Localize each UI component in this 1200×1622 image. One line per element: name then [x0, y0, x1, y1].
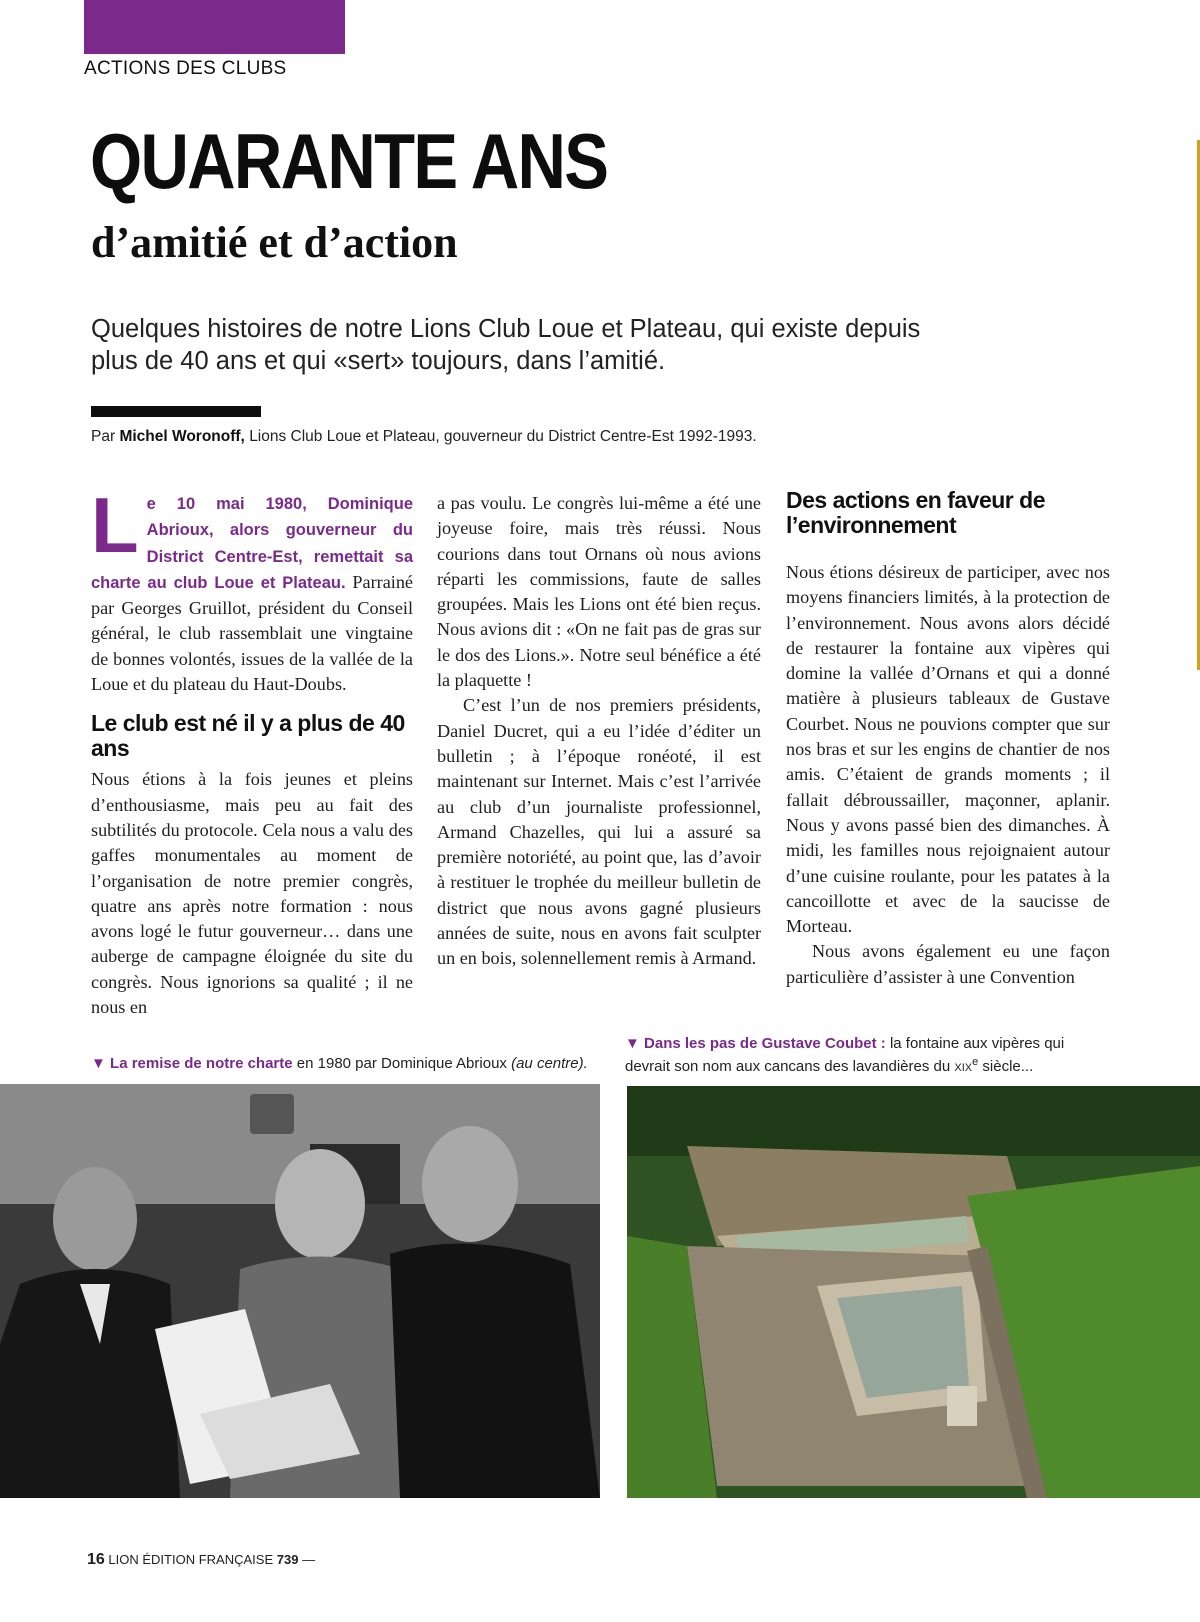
page-number: 16 [87, 1551, 105, 1568]
caption-tail: siècle... [978, 1058, 1034, 1075]
article-subtitle: d’amitié et d’action [91, 218, 458, 267]
paragraph: C’est l’un de nos premiers présidents, Daniel Ducret, qui a eu l’idée d’éditer un bulletin ; à l’époque ronéoté, il est maintenant sur Internet. Mais c’est l’arrivée au club d’un journaliste professionnel, Armand Chazelles, qui lui a assuré sa première notoriété, au point que, las d’avoir à restituer le trophée du meilleur bulletin de district que nous avons gagné plusieurs années de suite, nous en avons fait sculpter un en bois, solennellement remis à Armand. [437, 695, 761, 969]
lead-paragraph [91, 481, 413, 697]
issue-number: 739 [276, 1552, 299, 1567]
paragraph: Nous étions désireux de participer, avec nos moyens financiers limités, à la protection de l’environnement. Nous avons alors décidé de restaurer la fontaine aux vipères qui domine la vallée d’Ornans et qui a donné matière à plusieurs tableaux de Gustave Courbet. Nous ne pouvions compter que sur nos bras et sur les engins de chantier de nos amis. C’étaient de grands moments ; il fallait débroussailler, maçonner, aplanir. Nous y avons passé bien des dimanches. À midi, les familles nous rejoignaient autour d’une cuisine roulante, pour les patates à la cancoillotte et avec de la saucisse de Morteau. [786, 562, 1110, 937]
caption-marker-icon: ▼ [91, 1055, 106, 1072]
byline [91, 428, 757, 446]
drop-cap: L [91, 481, 139, 569]
fountain-illustration [627, 1086, 1200, 1498]
byline-affiliation: Lions Club Loue et Plateau, gouverneur du District Centre-Est 1992-1993. [249, 428, 757, 445]
caption-title: Dans les pas de Gustave Coubet : [644, 1035, 886, 1052]
publication-name: LION ÉDITION FRANÇAISE [108, 1552, 274, 1567]
paragraph-text: Parrainé par Georges Gruillot, président du Conseil général, le club rassemblait une vingtaine de bonnes volontés, issues de la vallée de la Loue et du plateau du Haut-Doubs. [91, 571, 413, 695]
article-column-3 [786, 488, 1110, 990]
page-footer: 16 LION ÉDITION FRANÇAISE 739 — [87, 1551, 316, 1568]
article-title: QUARANTE ANS [90, 117, 608, 205]
caption-text: en 1980 par Dominique Abrioux [292, 1055, 512, 1072]
caption-superscript: e [972, 1056, 979, 1068]
paragraph: Nous étions à la fois jeunes et pleins d’enthousiasme, mais peu au fait des subtilités du protocole. Cela nous a valu des gaffes monumentales au moment de l’organisation de notre premier congrès, quatre ans après notre formation : nous avons logé le futur gouverneur… dans une auberge de campagne éloignée du site du congrès. Nous ignorions sa qualité ; il ne nous en [91, 769, 413, 1018]
photo-charter-ceremony [0, 1084, 600, 1498]
article-intro: Quelques histoires de notre Lions Club Loue et Plateau, qui existe depuis plus de 40 ans et qui «sert» toujours, dans l’amitié. [91, 315, 921, 375]
caption-title: La remise de notre charte [110, 1055, 293, 1072]
photo-fontaine-aux-viperes [627, 1086, 1200, 1498]
section-color-bar [84, 0, 345, 54]
byline-prefix: Par [91, 428, 116, 445]
photo-caption-right [625, 1034, 1095, 1078]
charter-ceremony-illustration [0, 1084, 600, 1498]
caption-text: la fontaine aux vipères qui devrait son nom aux cancans des lavandières du [625, 1035, 1065, 1075]
subheading-club: Le club est né il y a plus de 40 ans [91, 710, 405, 762]
section-label: ACTIONS DES CLUBS [84, 58, 287, 79]
subheading-environment: Des actions en faveur de l’environnement [786, 487, 1045, 538]
byline-author: Michel Woronoff, [119, 428, 245, 445]
divider-rule [91, 406, 261, 417]
paragraph: Nous avons également eu une façon particulière d’assister à une Convention [786, 941, 1110, 987]
caption-marker-icon: ▼ [625, 1035, 640, 1052]
paragraph: a pas voulu. Le congrès lui-même a été une joyeuse foire, mais très réussi. Nous courions dans tout Ornans où nous avions réparti les commissions, faute de salles groupées. Mais les Lions ont été bien reçus. Nous avions dit : «On ne fait pas de gras sur le dos des Lions.». Notre seul bénéfice a été la plaquette ! [437, 493, 761, 691]
caption-century: XIX [954, 1062, 973, 1074]
lead-bold-text: e 10 mai 1980, Dominique Abrioux, alors gouverneur du District Centre-Est, remettait sa charte au club Loue et Plateau. [91, 495, 413, 592]
caption-italic: (au centre). [511, 1055, 588, 1072]
article-column-2 [437, 491, 761, 972]
photo-caption-left [91, 1054, 611, 1073]
article-column-1 [91, 481, 413, 1020]
